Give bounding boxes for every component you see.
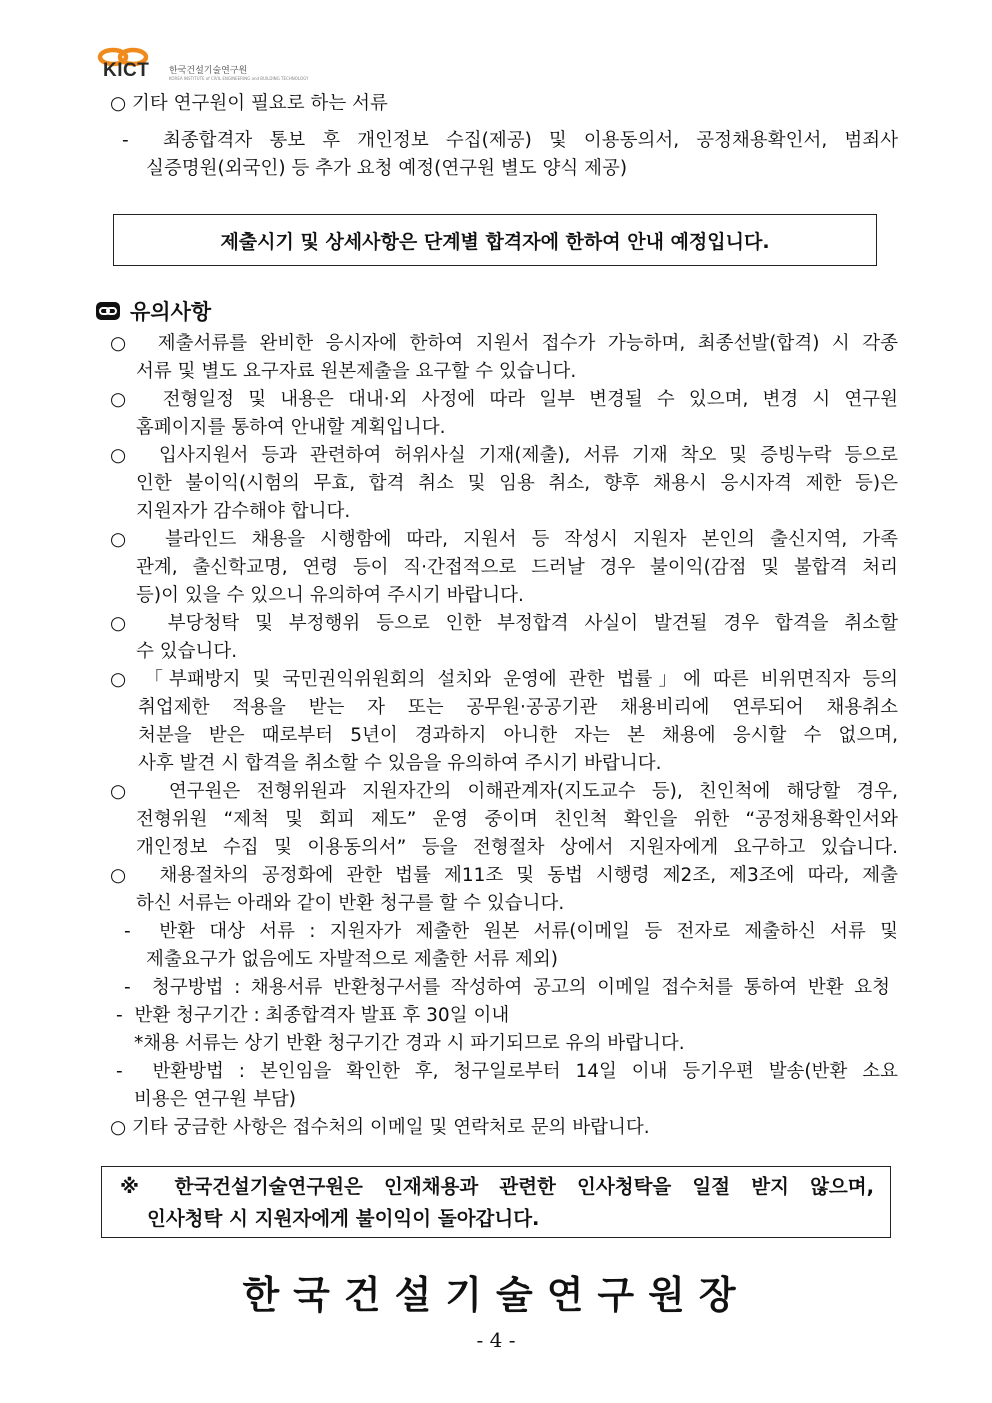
signature: 한국건설기술연구원장 — [242, 1273, 750, 1317]
list-item: ○ 블라인드 채용을 시행함에 따라, 지원서 등 작성시 지원자 본인의 출신지역, 가족 — [110, 529, 898, 550]
list-item-continued: 제출요구가 없음에도 자발적으로 제출한 서류 제외) — [146, 949, 558, 970]
org-name: 한국건설기술연구원 — [169, 66, 248, 76]
list-item-continued: 실증명원(외국인) 등 추가 요청 예정(연구원 별도 양식 제공) — [146, 158, 628, 179]
list-item-continued: 수 있습니다. — [136, 641, 238, 662]
logo-subtext: KOREA INSTITUTE of CIVIL ENGINEERING and BUILDING TECHNOLOGY — [169, 76, 309, 81]
warning-box — [101, 1166, 891, 1238]
list-item-continued: *채용 서류는 상기 반환 청구기간 경과 시 파기되므로 유의 바랍니다. — [134, 1033, 685, 1054]
list-item: ○ 기타 연구원이 필요로 하는 서류 — [110, 93, 388, 114]
page-number: - 4 - — [476, 1328, 516, 1352]
section-heading — [96, 296, 211, 326]
list-item: - 반환 청구기간 : 최종합격자 발표 후 30일 이내 — [116, 1005, 510, 1026]
list-item-continued: 지원자가 감수해야 합니다. — [136, 501, 351, 522]
logo-text: KICT — [103, 60, 150, 81]
list-item-continued: 등)이 있을 수 있으니 유의하여 주시기 바랍니다. — [136, 585, 524, 606]
list-item: - 청구방법 : 채용서류 반환청구서를 작성하여 공고의 이메일 접수처를 통하여 반환 요청 — [124, 977, 890, 998]
list-item: ○ 입사지원서 등과 관련하여 허위사실 기재(제출), 서류 기재 착오 및 증빙누락 등으로 — [110, 445, 898, 466]
list-item-continued: 개인정보 수집 및 이용동의서” 등을 전형절차 상에서 지원자에게 요구하고 있습니다. — [136, 837, 898, 858]
list-item-continued: 인한 불이익(시험의 무효, 합격 취소 및 임용 취소, 향후 채용시 응시자격 제한 등)은 — [136, 473, 898, 494]
kict-logo-icon — [95, 46, 167, 80]
notice-box: 제출시기 및 상세사항은 단계별 합격자에 한하여 안내 예정입니다. — [113, 214, 877, 266]
list-item: - 반환 대상 서류 : 지원자가 제출한 원본 서류(이메일 등 전자로 제출하신 서류 및 — [124, 921, 898, 942]
list-item: ○ 기타 궁금한 사항은 접수처의 이메일 및 연락처로 문의 바랍니다. — [110, 1117, 650, 1138]
header-logo — [95, 46, 309, 81]
list-item-continued: 서류 및 별도 요구자료 원본제출을 요구할 수 있습니다. — [136, 361, 577, 382]
list-item-continued: 홈페이지를 통하여 안내할 계획입니다. — [136, 417, 446, 438]
list-item: ○ 부당청탁 및 부정행위 등으로 인한 부정합격 사실이 발견될 경우 합격을 취소할 — [110, 613, 898, 634]
link-icon — [96, 302, 120, 320]
list-item-continued: 전형위원 “제척 및 회피 제도” 운영 중이며 친인척 확인을 위한 “공정채용확인서와 — [136, 809, 898, 830]
list-item: ○ 전형일정 및 내용은 대내·외 사정에 따라 일부 변경될 수 있으며, 변경 시 연구원 — [110, 389, 898, 410]
list-item-continued: 취업제한 적용을 받는 자 또는 공무원·공공기관 채용비리에 연루되어 채용취소 — [138, 697, 898, 718]
section-title: 유의사항 — [130, 300, 212, 324]
list-item: - 최종합격자 통보 후 개인정보 수집(제공) 및 이용동의서, 공정채용확인서, 범죄사 — [122, 130, 898, 151]
warning-line-2: 인사청탁 시 지원자에게 불이익이 돌아갑니다. — [147, 1207, 540, 1230]
list-item: - 반환방법 : 본인임을 확인한 후, 청구일로부터 14일 이내 등기우편 발송(반환 소요 — [116, 1061, 899, 1082]
list-item-continued: 하신 서류는 아래와 같이 반환 청구를 할 수 있습니다. — [136, 893, 565, 914]
warning-line-1: ※ 한국건설기술연구원은 인재채용과 관련한 인사청탁을 일절 받지 않으며, — [120, 1175, 874, 1198]
list-item: ○ 「부패방지 및 국민권익위원회의 설치와 운영에 관한 법률」에 따른 비위면직자 등의 — [110, 669, 898, 690]
list-item: ○ 연구원은 전형위원과 지원자간의 이해관계자(지도교수 등), 친인척에 해당할 경우, — [110, 781, 898, 802]
list-item: ○ 제출서류를 완비한 응시자에 한하여 지원서 접수가 가능하며, 최종선발(합격) 시 각종 — [110, 333, 898, 354]
list-item-continued: 사후 발견 시 합격을 취소할 수 있음을 유의하여 주시기 바랍니다. — [138, 753, 662, 774]
list-item-continued: 비용은 연구원 부담) — [134, 1089, 296, 1110]
list-item: ○ 채용절차의 공정화에 관한 법률 제11조 및 동법 시행령 제2조, 제3조에 따라, 제출 — [110, 865, 898, 886]
list-item-continued: 관계, 출신학교명, 연령 등이 직·간접적으로 드러날 경우 불이익(감점 및 불합격 처리 — [136, 557, 898, 578]
list-item-continued: 처분을 받은 때로부터 5년이 경과하지 아니한 자는 본 채용에 응시할 수 없으며, — [138, 725, 898, 746]
